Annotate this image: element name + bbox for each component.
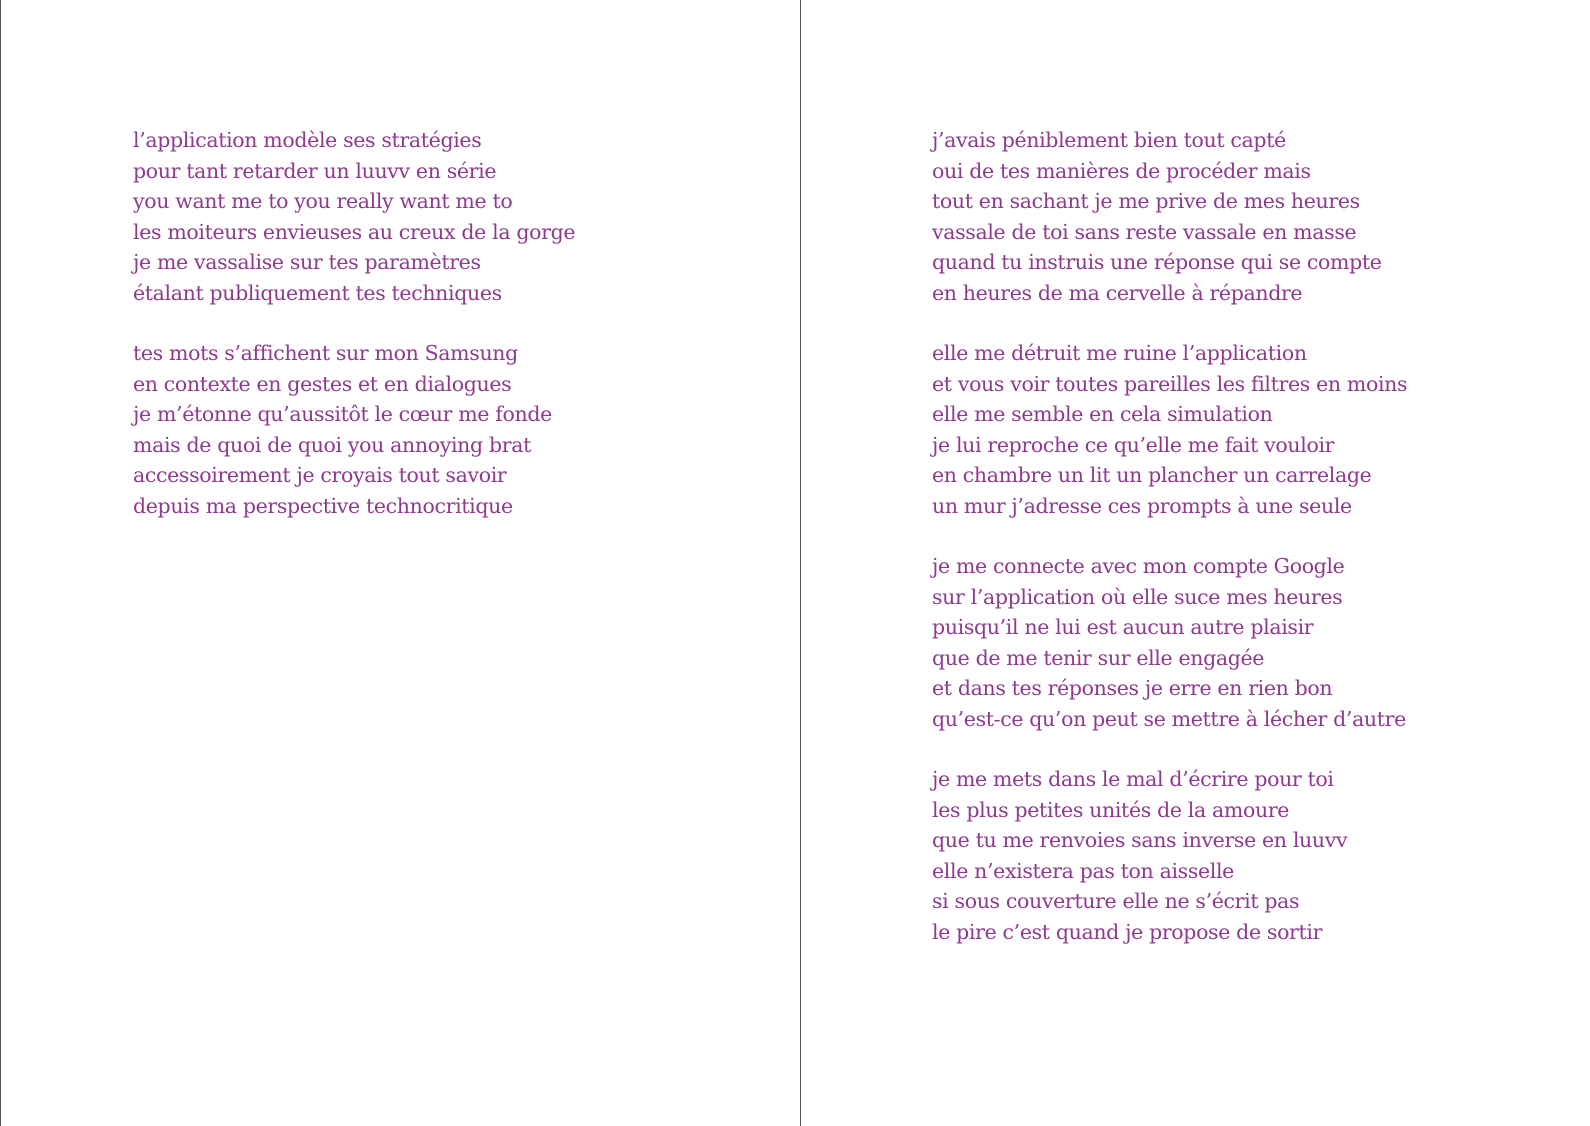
verse-line: si sous couverture elle ne s’écrit pas — [932, 889, 1300, 913]
left-poem — [133, 125, 575, 551]
verse-line: elle me détruit me ruine l’application — [932, 341, 1307, 365]
stanza — [932, 551, 1407, 734]
verse-line: que tu me renvoies sans inverse en luuvv — [932, 828, 1348, 852]
verse-line: je me vassalise sur tes paramètres — [133, 250, 481, 274]
right-page — [800, 0, 1590, 1126]
verse-line: étalant publiquement tes techniques — [133, 280, 502, 305]
verse-line: pour tant retarder un luuvv en série — [133, 158, 497, 183]
verse-line: et vous voir toutes pareilles les filtres en moins — [932, 371, 1408, 396]
verse-line: j’avais péniblement bien tout capté — [932, 128, 1286, 152]
verse-line: mais de quoi de quoi you annoying brat — [133, 432, 531, 457]
verse-line: elle n’existera pas ton aisselle — [932, 858, 1234, 883]
verse-line: en chambre un lit un plancher un carrelage — [932, 463, 1372, 487]
stanza — [932, 338, 1407, 521]
verse-line: puisqu’il ne lui est aucun autre plaisir — [932, 615, 1314, 639]
verse-line: sur l’application où elle suce mes heures — [932, 584, 1343, 609]
verse-line: vassale de toi sans reste vassale en masse — [932, 219, 1357, 244]
verse-line: que de me tenir sur elle engagée — [932, 645, 1265, 670]
verse-line: accessoirement je croyais tout savoir — [133, 463, 507, 487]
stanza — [932, 764, 1407, 947]
verse-line: you want me to you really want me to — [133, 189, 513, 213]
verse-line: quand tu instruis une réponse qui se compte — [932, 250, 1382, 274]
stanza — [932, 125, 1407, 308]
verse-line: depuis ma perspective technocritique — [133, 493, 513, 518]
stanza — [133, 338, 575, 521]
verse-line: tout en sachant je me prive de mes heures — [932, 189, 1360, 213]
stanza — [133, 125, 575, 308]
verse-line: les moiteurs envieuses au creux de la gorge — [133, 219, 576, 244]
verse-line: en contexte en gestes et en dialogues — [133, 371, 512, 396]
verse-line: je me mets dans le mal d’écrire pour toi — [932, 767, 1334, 791]
verse-line: je me connecte avec mon compte Google — [932, 554, 1345, 578]
verse-line: et dans tes réponses je erre en rien bon — [932, 676, 1333, 700]
verse-line: les plus petites unités de la amoure — [932, 797, 1290, 822]
verse-line: en heures de ma cervelle à répandre — [932, 280, 1303, 305]
verse-line: l’application modèle ses stratégies — [133, 128, 482, 152]
verse-line: je m’étonne qu’aussitôt le cœur me fonde — [133, 402, 552, 426]
verse-line: oui de tes manières de procéder mais — [932, 158, 1311, 183]
verse-line: je lui reproche ce qu’elle me fait vouloir — [932, 432, 1335, 457]
verse-line: un mur j’adresse ces prompts à une seule — [932, 493, 1352, 518]
verse-line: elle me semble en cela simulation — [932, 402, 1273, 426]
verse-line: le pire c’est quand je propose de sortir — [932, 919, 1323, 944]
verse-line: qu’est-ce qu’on peut se mettre à lécher d’autre — [932, 706, 1406, 731]
verse-line: tes mots s’affichent sur mon Samsung — [133, 341, 518, 365]
right-poem — [932, 125, 1407, 977]
